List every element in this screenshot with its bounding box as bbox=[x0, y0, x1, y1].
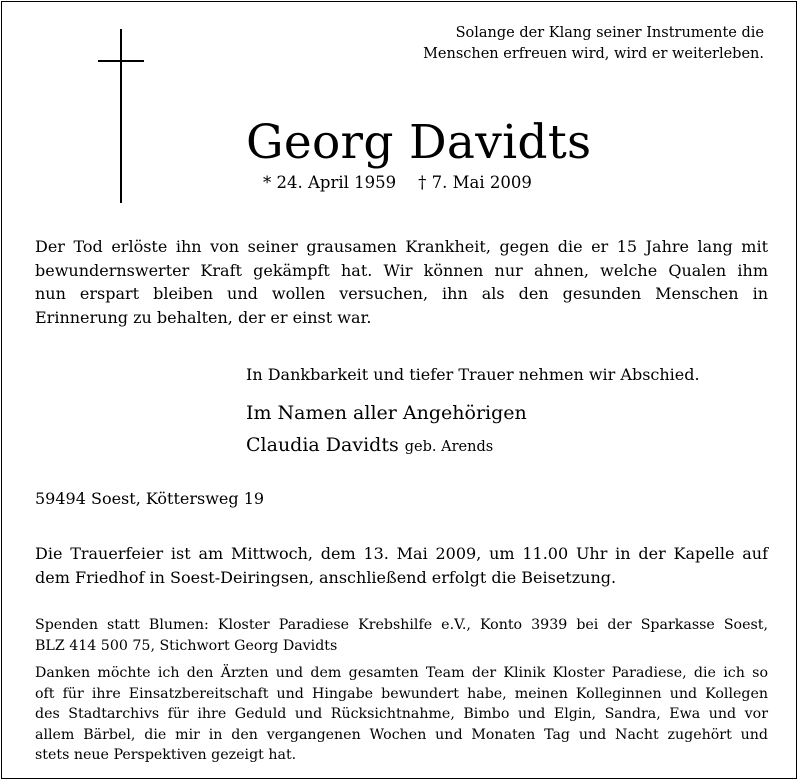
birth-date: * 24. April 1959 bbox=[263, 173, 397, 192]
paragraph-line: Der Tod erlöste ihn von seiner grausamen Krankheit, gegen die er 15 Jahre lang mit bbox=[35, 237, 768, 256]
paragraph-line: allem Bärbel, die mir in den vergangenen Wochen und Monaten Tag und Nacht zugehört und bbox=[35, 726, 768, 743]
tribute-paragraph bbox=[35, 235, 768, 329]
quote-line: Solange der Klang seiner Instrumente die bbox=[455, 25, 764, 41]
paragraph-line: Die Trauerfeier ist am Mittwoch, dem 13. Mai 2009, um 11.00 Uhr in der Kapelle auf bbox=[35, 544, 768, 563]
obituary-notice bbox=[1, 1, 797, 779]
paragraph-line: des Stadtarchivs für ihre Geduld und Rücksichtnahme, Bimbo und Elgin, Sandra, Ewa und vor bbox=[35, 706, 768, 722]
paragraph-line: dem Friedhof in Soest-Deiringsen, anschließend erfolgt die Beisetzung. bbox=[35, 567, 617, 587]
acknowledgement-paragraph bbox=[35, 663, 768, 766]
donation-paragraph bbox=[35, 615, 768, 656]
paragraph-line: BLZ 414 500 75, Stichwort Georg Davidts bbox=[35, 637, 338, 654]
paragraph-line: oft für ihre Einsatzbereitschaft und Hingabe bewundert habe, meinen Kolleginnen und Kollegen bbox=[35, 685, 768, 702]
death-date: † 7. Mai 2009 bbox=[418, 173, 532, 192]
paragraph-line: stets neue Perspektiven gezeigt hat. bbox=[35, 747, 297, 763]
family-address: 59494 Soest, Köttersweg 19 bbox=[35, 489, 265, 508]
signature-name bbox=[246, 431, 493, 461]
paragraph-line: Spenden statt Blumen: Kloster Paradiese Krebshilfe e.V., Konto 3939 bei der Sparkasse Soest, bbox=[35, 617, 768, 633]
cross-vertical-bar bbox=[120, 29, 122, 203]
paragraph-line: nun erspart bleiben und wollen versuchen, ihn als den gesunden Menschen in bbox=[35, 284, 768, 303]
memorial-quote bbox=[304, 23, 764, 65]
deceased-name: Georg Davidts bbox=[246, 115, 592, 170]
cross-horizontal-bar bbox=[98, 60, 144, 62]
quote-line: Menschen erfreuen wird, wird er weiterleben. bbox=[423, 46, 764, 62]
signer-name: Claudia Davidts bbox=[246, 434, 399, 456]
life-dates bbox=[263, 172, 532, 194]
paragraph-line: Danken möchte ich den Ärzten und dem gesamten Team der Klinik Kloster Paradiese, die ich so bbox=[35, 665, 768, 681]
signature-on-behalf: Im Namen aller Angehörigen bbox=[246, 402, 527, 424]
signer-maiden-name: geb. Arends bbox=[404, 439, 494, 455]
paragraph-line: Erinnerung zu behalten, der er einst war. bbox=[35, 307, 372, 327]
ceremony-paragraph bbox=[35, 542, 768, 589]
paragraph-line: bewundernswerter Kraft gekämpft hat. Wir können nur ahnen, welche Qualen ihm bbox=[35, 260, 768, 280]
farewell-line: In Dankbarkeit und tiefer Trauer nehmen wir Abschied. bbox=[246, 365, 700, 384]
